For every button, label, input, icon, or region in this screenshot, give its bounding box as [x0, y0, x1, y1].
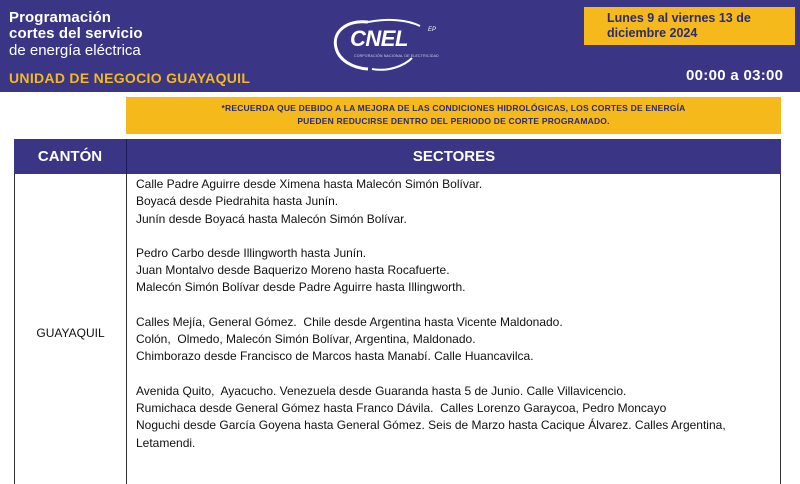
program-title — [9, 10, 143, 42]
sector-line: Chimborazo desde Francisco de Marcos hasta Manabí. Calle Huancavilca. — [136, 349, 534, 364]
date-line: Lunes 9 al viernes 13 de — [607, 11, 751, 25]
sector-line: Junín desde Boyacá hasta Malecón Simón Bolívar. — [136, 211, 407, 226]
sector-line: Boyacá desde Piedrahita hasta Junín. — [136, 194, 339, 209]
sector-group — [136, 245, 776, 297]
time-range: 00:00 a 03:00 — [686, 67, 784, 84]
sector-line: Calle Padre Aguirre desde Ximena hasta Malecón Simón Bolívar. — [136, 177, 483, 191]
sector-line: Colón, Olmedo, Malecón Simón Bolívar, Argentina, Maldonado. — [136, 332, 476, 347]
notice-text — [126, 102, 781, 128]
sector-line: Noguchi desde García Goyena hasta General Gómez. Seis de Marzo hasta Cacique Álvarez. Calles Argentina, — [136, 418, 726, 433]
logo-tagline: CORPORACIÓN NACIONAL DE ELECTRICIDAD — [354, 54, 439, 58]
program-title-line: Programación — [9, 9, 112, 26]
notice-line: *RECUERDA QUE DEBIDO A LA MEJORA DE LAS CONDICIONES HIDROLÓGICAS, LOS CORTES DE ENERGÍA — [221, 103, 686, 113]
table-border-right — [780, 174, 781, 484]
sector-group — [136, 383, 776, 452]
sector-line: Letamendi. — [136, 435, 196, 450]
sector-line: Pedro Carbo desde Illingworth hasta Junín. — [136, 245, 367, 260]
sector-line: Juan Montalvo desde Baquerizo Moreno hasta Rocafuerte. — [136, 263, 450, 278]
program-subtitle: de energía eléctrica — [9, 42, 141, 59]
date-range — [607, 11, 751, 41]
logo-suffix: EP — [428, 27, 437, 33]
sectors-cell — [136, 176, 776, 469]
business-unit-label: UNIDAD DE NEGOCIO GUAYAQUIL — [9, 70, 251, 86]
sector-group — [136, 314, 776, 366]
sector-line: Calles Mejía, General Gómez. Chile desde Argentina hasta Vicente Maldonado. — [136, 314, 563, 329]
column-header-sectores: SECTORES — [126, 139, 781, 174]
notice-banner — [126, 97, 781, 134]
canton-cell: GUAYAQUIL — [36, 326, 105, 340]
logo-wordmark: CNEL — [350, 26, 408, 51]
header-banner — [0, 0, 800, 92]
column-header-canton: CANTÓN — [14, 139, 126, 174]
cnel-logo — [328, 14, 468, 80]
sector-line: Avenida Quito, Ayacucho. Venezuela desde Guaranda hasta 5 de Junio. Calle Villavicencio. — [136, 383, 627, 398]
sector-line: Rumichaca desde General Gómez hasta Franco Dávila. Calles Lorenzo Garaycoa, Pedro Moncayo — [136, 400, 667, 415]
date-line: diciembre 2024 — [607, 26, 698, 40]
table-border-middle — [126, 174, 127, 484]
date-badge — [584, 7, 795, 45]
sector-group — [136, 176, 776, 228]
notice-line: PUEDEN REDUCIRSE DENTRO DEL PERIODO DE CORTE PROGRAMADO. — [297, 116, 610, 126]
sector-line: Malecón Simón Bolívar desde Padre Aguirre hasta Illingworth. — [136, 280, 466, 295]
program-title-line: cortes del servicio — [9, 25, 143, 42]
